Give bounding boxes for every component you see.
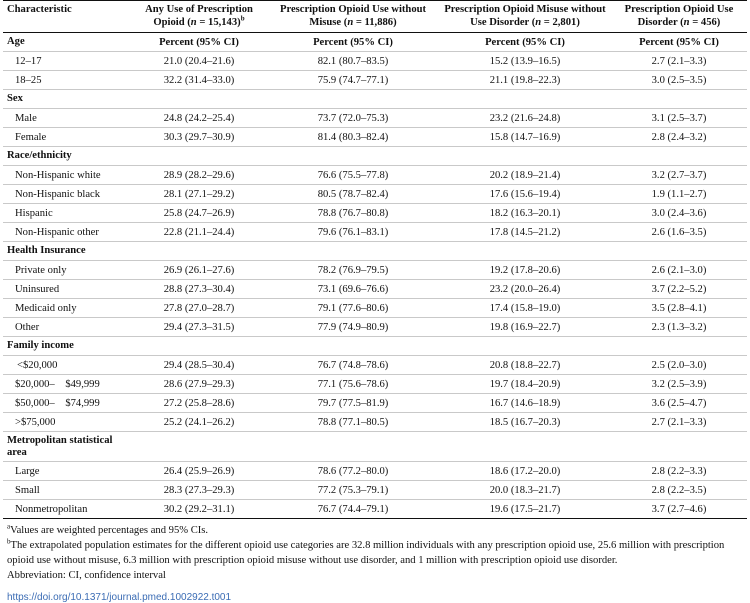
table-row [3,223,747,242]
table-row [3,128,747,147]
cell-use-disorder: 3.7 (2.2–5.2) [651,283,707,295]
cell-use-without-misuse: 78.2 (76.9–79.5) [317,264,389,276]
row-label: $20,000– $49,999 [15,378,100,390]
header-any-use: Any Use of Prescription Opioid (n = 15,143)$^b$ [131,1,267,33]
row-label: Hispanic [15,207,53,219]
cell-use-without-misuse: 73.1 (69.6–76.6) [317,283,389,295]
cell-any-use: 32.2 (31.4–33.0) [163,74,235,86]
cell-use-disorder: 3.7 (2.7–4.6) [651,503,707,515]
cell-use-disorder: 2.6 (2.1–3.0) [651,264,707,276]
cell-use-without-misuse: 73.7 (72.0–75.3) [317,112,389,124]
column-unit: Percent (95% CI) [159,36,239,48]
cell-any-use: 26.9 (26.1–27.6) [163,264,235,276]
row-label: Female [15,131,47,143]
cell-use-disorder: 3.6 (2.5–4.7) [651,397,707,409]
cell-misuse-without-disorder: 23.2 (20.0–26.4) [489,283,561,295]
cell-use-without-misuse: 79.6 (76.1–83.1) [317,226,389,238]
row-label: Male [15,112,37,124]
table-row [3,481,747,500]
cell-any-use: 25.8 (24.7–26.9) [163,207,235,219]
header-use-without-misuse: Prescription Opioid Use without Misuse (n = 11,886) [267,1,439,33]
row-label: Non-Hispanic other [15,226,99,238]
cell-misuse-without-disorder: 15.8 (14.7–16.9) [489,131,561,143]
cell-misuse-without-disorder: 16.7 (14.6–18.9) [489,397,561,409]
cell-use-without-misuse: 78.8 (77.1–80.5) [317,416,389,428]
cell-any-use: 28.6 (27.9–29.3) [163,378,235,390]
cell-any-use: 21.0 (20.4–21.6) [163,55,235,67]
cell-misuse-without-disorder: 18.5 (16.7–20.3) [489,416,561,428]
cell-use-disorder: 3.0 (2.4–3.6) [651,207,707,219]
cell-use-disorder: 3.0 (2.5–3.5) [651,74,707,86]
row-label: Non-Hispanic white [15,169,101,181]
cell-misuse-without-disorder: 19.6 (17.5–21.7) [489,503,561,515]
cell-use-without-misuse: 78.6 (77.2–80.0) [317,465,389,477]
abbreviation-note: Abbreviation: CI, confidence interval [7,570,166,581]
section-title: Race/ethnicity [7,150,72,161]
table-row [3,71,747,90]
results-table [3,0,747,519]
cell-use-without-misuse: 79.7 (77.5–81.9) [317,397,389,409]
cell-misuse-without-disorder: 18.2 (16.3–20.1) [489,207,561,219]
row-label: 18–25 [15,74,42,86]
row-label: Small [15,484,40,496]
cell-any-use: 28.8 (27.3–30.4) [163,283,235,295]
table-row [3,166,747,185]
table-footnotes [3,519,747,583]
table-row [3,394,747,413]
cell-use-disorder: 2.7 (2.1–3.3) [651,55,707,67]
table-row [3,462,747,481]
table-row [3,280,747,299]
row-label: 12–17 [15,55,42,67]
row-label: Uninsured [15,283,60,295]
cell-misuse-without-disorder: 19.8 (16.9–22.7) [489,321,561,333]
table-row [3,185,747,204]
section-title: Metropolitan statistical area [7,434,113,458]
cell-misuse-without-disorder: 15.2 (13.9–16.5) [489,55,561,67]
cell-misuse-without-disorder: 23.2 (21.6–24.8) [489,112,561,124]
table-row [3,413,747,432]
cell-use-disorder: 2.7 (2.1–3.3) [651,416,707,428]
cell-misuse-without-disorder: 17.4 (15.8–19.0) [489,302,561,314]
header-characteristic: Characteristic [3,1,131,33]
row-label: Private only [15,264,67,276]
column-unit: Percent (95% CI) [485,36,565,48]
cell-use-disorder: 2.8 (2.2–3.5) [651,484,707,496]
cell-misuse-without-disorder: 17.6 (15.6–19.4) [489,188,561,200]
cell-misuse-without-disorder: 17.8 (14.5–21.2) [489,226,561,238]
row-label: Nonmetropolitan [15,503,88,515]
cell-misuse-without-disorder: 20.0 (18.3–21.7) [489,484,561,496]
section-row-age [3,33,747,52]
cell-use-disorder: 2.6 (1.6–3.5) [651,226,707,238]
cell-any-use: 30.2 (29.2–31.1) [163,503,235,515]
row-label: Non-Hispanic black [15,188,101,200]
cell-use-disorder: 3.1 (2.5–3.7) [651,112,707,124]
cell-use-without-misuse: 77.9 (74.9–80.9) [317,321,389,333]
section-row-sex [3,90,747,109]
cell-use-disorder: 1.9 (1.1–2.7) [651,188,707,200]
cell-misuse-without-disorder: 19.7 (18.4–20.9) [489,378,561,390]
cell-misuse-without-disorder: 21.1 (19.8–22.3) [489,74,561,86]
footnote-a: $^a$Values are weighted percentages and 95% CIs. [7,522,209,536]
row-label: <$20,000 [17,359,58,371]
cell-use-disorder: 2.5 (2.0–3.0) [651,359,707,371]
doi-link[interactable]: https://doi.org/10.1371/journal.pmed.1002922.t001 [7,592,232,603]
cell-use-without-misuse: 81.4 (80.3–82.4) [317,131,389,143]
cell-any-use: 22.8 (21.1–24.4) [163,226,235,238]
cell-misuse-without-disorder: 19.2 (17.8–20.6) [489,264,561,276]
row-label: Medicaid only [15,302,77,314]
header-use-disorder: Prescription Opioid Use Disorder (n = 456) [611,1,747,33]
table-body [3,33,747,519]
table-row [3,318,747,337]
cell-any-use: 25.2 (24.1–26.2) [163,416,235,428]
section-row-metro [3,432,747,462]
section-title: Family income [7,340,74,351]
footnote-b: $^b$The extrapolated population estimates for the different opioid use categories are 32.8 million individuals with any prescription opioid use, 25.6 million with prescription opioid use without misuse, 6.3 million with prescription opioid misuse without use disorder, and 1 million with prescription opioid use disorder. [7,537,725,566]
cell-use-without-misuse: 76.6 (75.5–77.8) [317,169,389,181]
cell-any-use: 24.8 (24.2–25.4) [163,112,235,124]
cell-use-disorder: 2.8 (2.2–3.3) [651,465,707,477]
cell-use-disorder: 3.2 (2.5–3.9) [651,378,707,390]
cell-any-use: 26.4 (25.9–26.9) [163,465,235,477]
cell-any-use: 27.2 (25.8–28.6) [163,397,235,409]
cell-use-without-misuse: 79.1 (77.6–80.6) [317,302,389,314]
section-row-race [3,147,747,166]
cell-any-use: 28.9 (28.2–29.6) [163,169,235,181]
cell-any-use: 29.4 (27.3–31.5) [163,321,235,333]
row-label: >$75,000 [15,416,56,428]
row-label: Large [15,465,40,477]
cell-use-without-misuse: 76.7 (74.4–79.1) [317,503,389,515]
cell-use-disorder: 2.3 (1.3–3.2) [651,321,707,333]
section-row-income [3,337,747,356]
row-label: $50,000– $74,999 [15,397,100,409]
cell-use-without-misuse: 77.2 (75.3–79.1) [317,484,389,496]
table-row [3,299,747,318]
cell-use-disorder: 2.8 (2.4–3.2) [651,131,707,143]
cell-misuse-without-disorder: 20.2 (18.9–21.4) [489,169,561,181]
header-misuse-without-disorder: Prescription Opioid Misuse without Use Disorder (n = 2,801) [439,1,611,33]
column-unit: Percent (95% CI) [313,36,393,48]
table-row [3,109,747,128]
cell-any-use: 28.1 (27.1–29.2) [163,188,235,200]
column-unit: Percent (95% CI) [639,36,719,48]
table-row [3,204,747,223]
cell-use-without-misuse: 78.8 (76.7–80.8) [317,207,389,219]
cell-use-without-misuse: 80.5 (78.7–82.4) [317,188,389,200]
cell-misuse-without-disorder: 18.6 (17.2–20.0) [489,465,561,477]
section-title: Sex [7,93,23,104]
cell-any-use: 27.8 (27.0–28.7) [163,302,235,314]
table-row [3,52,747,71]
cell-any-use: 30.3 (29.7–30.9) [163,131,235,143]
cell-use-without-misuse: 75.9 (74.7–77.1) [317,74,389,86]
cell-use-disorder: 3.5 (2.8–4.1) [651,302,707,314]
section-row-insurance [3,242,747,261]
table-header [3,1,747,33]
cell-any-use: 28.3 (27.3–29.3) [163,484,235,496]
cell-misuse-without-disorder: 20.8 (18.8–22.7) [489,359,561,371]
section-title: Health Insurance [7,245,86,256]
row-label: Other [15,321,40,333]
cell-use-without-misuse: 77.1 (75.6–78.6) [317,378,389,390]
cell-use-disorder: 3.2 (2.7–3.7) [651,169,707,181]
cell-use-without-misuse: 82.1 (80.7–83.5) [317,55,389,67]
table-row [3,261,747,280]
cell-any-use: 29.4 (28.5–30.4) [163,359,235,371]
table-row [3,375,747,394]
cell-use-without-misuse: 76.7 (74.8–78.6) [317,359,389,371]
section-title: Age [7,36,25,47]
table-row [3,356,747,375]
table-row [3,500,747,519]
